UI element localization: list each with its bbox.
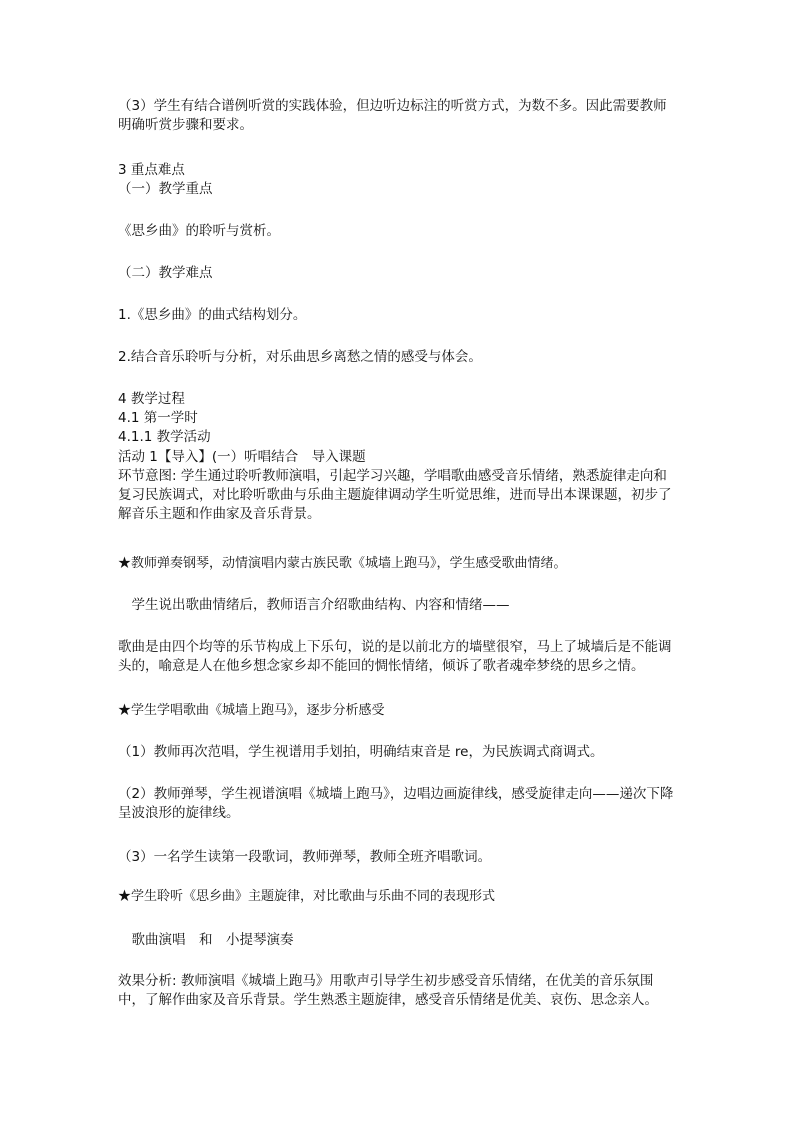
paragraph-step-1: （1）教师再次范唱，学生视谱用手划拍，明确结束音是 re，为民族调式商调式。: [118, 744, 604, 760]
subheading-teaching-focus: （一）教学重点: [118, 181, 213, 197]
paragraph-student-analysis-3: （3）学生有结合谱例听赏的实践体验，但边听边标注的听赏方式，为数不多。因此需要教师明确听赏步骤和要求。: [118, 98, 667, 133]
paragraph-difficulty-1: 1.《思乡曲》的曲式结构划分。: [118, 307, 307, 323]
paragraph-difficulty-2: 2.结合音乐聆听与分析，对乐曲思乡离愁之情的感受与体会。: [118, 349, 482, 365]
paragraph-teacher-sings: ★教师弹奏钢琴，动情演唱内蒙古族民歌《城墙上跑马》，学生感受歌曲情绪。: [118, 556, 567, 571]
paragraph-students-listen: ★学生聆听《思乡曲》主题旋律，对比歌曲与乐曲不同的表现形式: [118, 889, 496, 904]
section-heading-key-points: 3 重点难点: [118, 162, 185, 178]
paragraph-segment-intent: 环节意图: 学生通过聆听教师演唱，引起学习兴趣，学唱歌曲感受音乐情绪，熟悉旋律走向和复习民族调式，对比聆听歌曲与乐曲主题旋律调动学生听觉思维，进而导出本课课题，初步了解音乐主题和作曲家及音乐背景。: [118, 468, 672, 522]
paragraph-teaching-focus: 《思乡曲》的聆听与赏析。: [118, 223, 280, 239]
paragraph-step-2: （2）教师弹琴，学生视谱演唱《城墙上跑马》，边唱边画旋律线，感受旋律走向——递次下降呈波浪形的旋律线。: [118, 786, 674, 821]
subheading-teaching-difficulty: （二）教学难点: [118, 265, 213, 281]
heading-first-lesson: 4.1 第一学时: [118, 410, 198, 426]
paragraph-song-meaning: 歌曲是由四个均等的乐节构成上下乐句，说的是以前北方的墙壁很窄，马上了城墙后是不能调头的，喻意是人在他乡想念家乡却不能回的惆怅情绪，倾诉了歌者魂牵梦绕的思乡之情。: [118, 639, 672, 674]
heading-activity-1: 活动 1【导入】(一）听唱结合 导入课题: [118, 449, 366, 465]
paragraph-step-3: （3）一名学生读第一段歌词，教师弹琴，教师全班齐唱歌词。: [118, 849, 492, 865]
paragraph-song-vs-violin: 歌曲演唱 和 小提琴演奏: [118, 932, 294, 948]
paragraph-song-intro: 学生说出歌曲情绪后，教师语言介绍歌曲结构、内容和情绪——: [118, 597, 510, 613]
paragraph-effect-analysis: 效果分析: 教师演唱《城墙上跑马》用歌声引导学生初步感受音乐情绪，在优美的音乐氛围中，了解作曲家及音乐背景。学生熟悉主题旋律，感受音乐情绪是优美、哀伤、思念亲人。: [118, 973, 658, 1008]
section-heading-teaching-process: 4 教学过程: [118, 391, 185, 407]
heading-teaching-activity: 4.1.1 教学活动: [118, 429, 211, 445]
paragraph-students-learn-song: ★学生学唱歌曲《城墙上跑马》，逐步分析感受: [118, 703, 385, 718]
